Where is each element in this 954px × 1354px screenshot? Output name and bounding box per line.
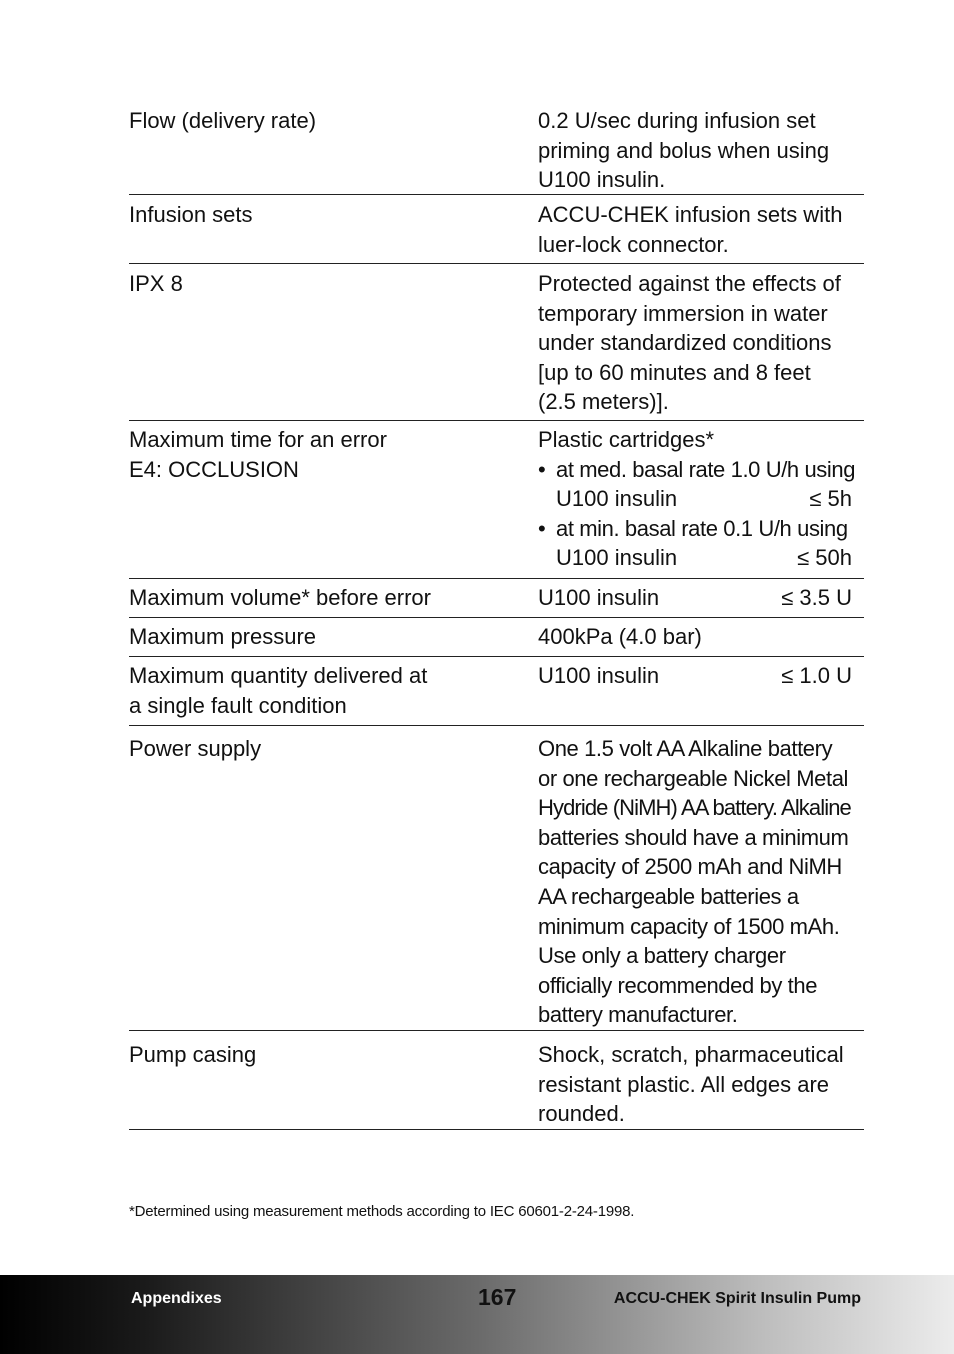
value-left: U100 insulin [538, 585, 660, 610]
row-value [538, 269, 864, 420]
value-pair [538, 661, 864, 691]
page-number: 167 [478, 1284, 517, 1310]
row-label [129, 661, 538, 725]
label-line: Maximum volume* before error [129, 585, 431, 610]
footnote: *Determined using measurement methods according to IEC 60601-2-24-1998. [129, 1203, 635, 1220]
sub-left: U100 insulin [556, 486, 678, 512]
sub-right: ≤ 5h [809, 486, 852, 512]
label-line: Power supply [129, 736, 262, 761]
row-label [129, 583, 538, 617]
row-value [538, 583, 864, 617]
row-label [129, 1040, 538, 1129]
row-label [129, 425, 538, 578]
row-value [538, 1040, 864, 1129]
sub-right: ≤ 50h [797, 545, 852, 571]
table-row [129, 195, 864, 264]
value-line: luer-lock connector. [538, 231, 729, 257]
value-line: [up to 60 minutes and 8 feet [538, 359, 811, 385]
specifications-table [129, 100, 864, 1130]
value-line: temporary immersion in water [538, 300, 828, 326]
footer-section: Appendixes [131, 1290, 222, 1307]
row-value [538, 425, 864, 578]
table-row [129, 579, 864, 618]
value-line: 0.2 U/sec during infusion set [538, 108, 816, 133]
table-row [129, 264, 864, 421]
label-line: Maximum pressure [129, 624, 317, 649]
value-line: resistant plastic. All edges are [538, 1071, 830, 1097]
table-row [129, 657, 864, 726]
value-line: capacity of 2500 mAh and NiMH [538, 854, 842, 880]
row-value [538, 661, 864, 725]
value-line: Use only a battery charger [538, 943, 786, 969]
value-line: under standardized conditions [538, 330, 832, 356]
value-line: 400kPa (4.0 bar) [538, 624, 702, 649]
row-value [538, 106, 864, 194]
value-line: One 1.5 volt AA Alkaline battery [538, 736, 833, 761]
bullet-sub-line [538, 543, 864, 573]
label-line: E4: OCCLUSION [129, 456, 299, 482]
table-row [129, 421, 864, 579]
label-line: Flow (delivery rate) [129, 108, 317, 133]
table-row [129, 1031, 864, 1130]
value-line: or one rechargeable Nickel Metal [538, 765, 849, 791]
value-line: priming and bolus when using [538, 137, 830, 163]
value-right: ≤ 1.0 U [781, 663, 852, 688]
value-line: U100 insulin. [538, 167, 666, 193]
row-label [129, 622, 538, 656]
row-label [129, 106, 538, 194]
value-pair [538, 583, 864, 613]
value-line: Plastic cartridges* [538, 427, 715, 452]
footer-product: ACCU-CHEK Spirit Insulin Pump [613, 1290, 861, 1307]
value-line: (2.5 meters)]. [538, 389, 669, 415]
label-line: a single fault condition [129, 692, 347, 718]
row-value [538, 622, 864, 656]
bullet-text: at med. basal rate 1.0 U/h using [556, 456, 856, 482]
bullet-item [538, 455, 864, 485]
row-label [129, 269, 538, 420]
label-line: Pump casing [129, 1042, 257, 1067]
value-line: Hydride (NiMH) AA battery. Alkaline [538, 795, 851, 821]
value-line: officially recommended by the [538, 972, 818, 998]
bullet-text: at min. basal rate 0.1 U/h using [556, 515, 848, 541]
row-label [129, 200, 538, 263]
table-row [129, 618, 864, 657]
bullet-dot: • [538, 456, 546, 482]
value-left: U100 insulin [538, 663, 660, 688]
value-line: AA rechargeable batteries a [538, 883, 799, 909]
label-line: Maximum quantity delivered at [129, 663, 428, 688]
value-right: ≤ 3.5 U [781, 585, 852, 610]
row-label [129, 734, 538, 1030]
value-line: batteries should have a minimum [538, 824, 849, 850]
value-line: Shock, scratch, pharmaceutical [538, 1042, 844, 1067]
table-row [129, 100, 864, 195]
value-line: rounded. [538, 1101, 625, 1127]
value-line: Protected against the effects of [538, 271, 841, 296]
row-value [538, 200, 864, 263]
page-footer [0, 1275, 954, 1354]
value-line: minimum capacity of 1500 mAh. [538, 913, 840, 939]
label-line: Maximum time for an error [129, 427, 387, 452]
bullet-sub-line [538, 484, 864, 514]
table-row [129, 726, 864, 1031]
label-line: Infusion sets [129, 202, 253, 227]
value-line: battery manufacturer. [538, 1002, 738, 1028]
sub-left: U100 insulin [556, 545, 678, 571]
bullet-dot: • [538, 515, 546, 541]
row-value [538, 734, 864, 1030]
bullet-item [538, 514, 864, 544]
value-line: ACCU-CHEK infusion sets with [538, 202, 843, 227]
label-line: IPX 8 [129, 271, 183, 296]
